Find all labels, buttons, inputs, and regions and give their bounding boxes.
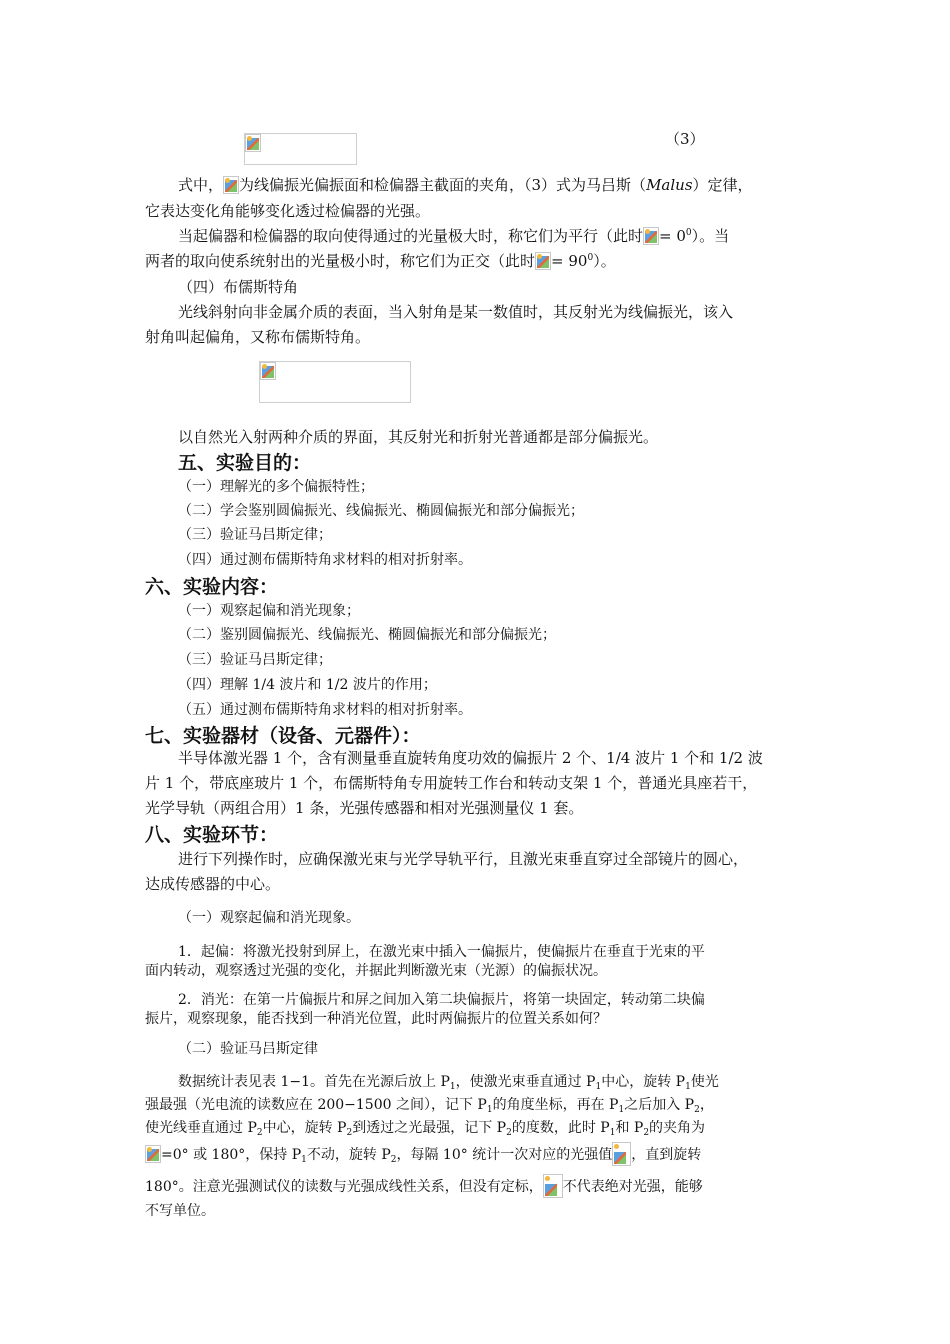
text: 使光	[690, 1074, 719, 1090]
steps-intro-line: 达成传感器的中心。	[145, 875, 281, 893]
item-polarize-line: 面内转动，观察透过光强的变化，并据此判断激光束（光源）的偏振状况。	[145, 963, 607, 979]
content-item: （一）观察起偏和消光现象；	[178, 603, 360, 619]
text: 式中，	[178, 176, 224, 194]
goal-item: （一）理解光的多个偏振特性；	[178, 479, 374, 495]
text: 两者的取向使系统射出的光量极小时，称它们为正交（此时	[145, 252, 536, 270]
text: 不动，旋转 P	[306, 1147, 391, 1163]
text: ，直到旋转	[631, 1147, 702, 1163]
item-extinction-line: 振片，观察现象，能否找到一种消光位置，此时两偏振片的位置关系如何？	[145, 1011, 607, 1027]
heading-experiment-steps: 八、实验环节：	[145, 824, 279, 846]
brewster-formula-image	[259, 361, 411, 403]
alpha-symbol-image	[643, 227, 659, 245]
subscript: 1	[486, 1105, 493, 1115]
text: ）。	[593, 252, 616, 270]
paragraph-malus-line2: 它表达变化角能够变化透过检偏器的光强。	[145, 202, 431, 220]
subscript: 1	[618, 1105, 625, 1115]
equipment-line: 片 1 个，带底座玻片 1 个，布儒斯特角专用旋转工作台和转动支架 1 个，普通光具座若干，	[145, 774, 758, 792]
goal-item: （四）通过测布儒斯特角求材料的相对折射率。	[178, 552, 472, 568]
paragraph-brewster-line2: 射角叫起偏角，又称布儒斯特角。	[145, 328, 371, 346]
text: 的度数，此时 P	[511, 1120, 610, 1136]
superscript: 0	[685, 228, 692, 238]
text: = 90	[551, 252, 588, 270]
equipment-line: 半导体激光器 1 个，含有测量垂直旋转角度功效的偏振片 2 个、1/4 波片 1 个和 1/2 波	[178, 749, 763, 767]
text: ）定律，	[692, 176, 753, 194]
paragraph-natural-light: 以自然光入射两种介质的界面，其反射光和折射光普通都是部分偏振光。	[178, 428, 659, 446]
subscript: 1	[595, 1082, 602, 1092]
heading-equipment: 七、实验器材（设备、元器件）：	[145, 725, 421, 747]
text: ，使激光束垂直通过 P	[455, 1074, 596, 1090]
subscript: 2	[506, 1128, 512, 1138]
broken-image-icon	[260, 362, 276, 380]
malus-procedure-line6: 不写单位。	[145, 1203, 215, 1219]
section-brewster-title: （四）布儒斯特角	[178, 278, 299, 296]
paragraph-parallel-line2	[145, 250, 616, 272]
text: ，	[699, 1097, 714, 1113]
alpha-symbol-image	[223, 176, 239, 194]
formula-3-image	[244, 133, 357, 165]
content-item: （二）鉴别圆偏振光、线偏振光、椭圆偏振光和部分偏振光；	[178, 627, 556, 643]
text: 中心，旋转 P	[601, 1074, 686, 1090]
intensity-symbol-image	[612, 1142, 631, 1166]
content-item: （四）理解 1/4 波片和 1/2 波片的作用；	[178, 677, 437, 693]
malus-procedure-line5	[145, 1174, 703, 1198]
item-extinction-line: 2．消光：在第一片偏振片和屏之间加入第二块偏振片，将第一块固定，转动第二块偏	[178, 992, 705, 1008]
broken-image-icon	[245, 134, 261, 152]
subscript: 2	[346, 1128, 353, 1138]
steps-intro-line: 进行下列操作时，应确保激光束与光学导轨平行，且激光束垂直穿过全部镜片的圆心，	[178, 850, 749, 868]
text: 的角度坐标，再在 P	[492, 1097, 619, 1113]
subscript: 2	[390, 1155, 397, 1165]
superscript: 0	[587, 253, 594, 263]
malus-name: Malus	[646, 176, 693, 194]
subscript: 1	[685, 1082, 691, 1092]
text: =0° 或 180°，保持 P	[161, 1147, 302, 1163]
content-item: （五）通过测布儒斯特角求材料的相对折射率。	[178, 702, 472, 718]
subscript: 2	[694, 1105, 700, 1115]
text: 中心，旋转 P	[262, 1120, 347, 1136]
text: 到透过之光最强，记下 P	[352, 1120, 507, 1136]
alpha-symbol-image	[535, 252, 551, 270]
subscript: 2	[256, 1128, 263, 1138]
subscript: 2	[643, 1128, 650, 1138]
intensity-symbol-image	[543, 1174, 563, 1198]
subscript: 1	[301, 1155, 307, 1165]
equation-number: （3）	[665, 130, 705, 148]
content-item: （三）验证马吕斯定律；	[178, 652, 332, 668]
subsection-polarization: （一）观察起偏和消光现象。	[178, 910, 360, 926]
goal-item: （三）验证马吕斯定律；	[178, 527, 332, 543]
malus-procedure-line4	[145, 1142, 701, 1166]
heading-experiment-contents: 六、实验内容：	[145, 576, 279, 598]
malus-procedure-line1	[178, 1071, 719, 1093]
text: ）。当	[691, 227, 730, 245]
malus-procedure-line3	[145, 1117, 705, 1139]
text: 的夹角为	[649, 1120, 706, 1136]
equipment-line: 光学导轨（两组合用）1 条，光强传感器和相对光强测量仪 1 套。	[145, 799, 584, 817]
alpha-symbol-image	[145, 1145, 161, 1163]
text: 180°。注意光强测试仪的读数与光强成线性关系，但没有定标，	[145, 1179, 543, 1195]
paragraph-brewster-line1: 光线斜射向非金属介质的表面，当入射角是某一数值时，其反射光为线偏振光，该入	[178, 303, 734, 321]
paragraph-malus-line1	[178, 174, 753, 196]
goal-item: （二）学会鉴别圆偏振光、线偏振光、椭圆偏振光和部分偏振光；	[178, 503, 584, 519]
subsection-malus: （二）验证马吕斯定律	[178, 1041, 318, 1057]
malus-procedure-line2	[145, 1094, 714, 1116]
text: 为线偏振光偏振面和检偏器主截面的夹角，（3）式为马吕斯（	[239, 176, 647, 194]
paragraph-parallel-line1	[178, 225, 729, 247]
text: = 0	[659, 227, 686, 245]
subscript: 1	[609, 1128, 616, 1138]
text: 强最强（光电流的读数应在 200−1500 之间），记下 P	[145, 1097, 487, 1113]
text: 不代表绝对光强，能够	[562, 1179, 703, 1195]
text: 当起偏器和检偏器的取向使得通过的光量极大时，称它们为平行（此时	[178, 227, 644, 245]
text: 和 P	[615, 1120, 644, 1136]
text: ，每隔 10° 统计一次对应的光强值	[396, 1147, 613, 1163]
text: 之后加入 P	[624, 1097, 695, 1113]
item-polarize-line: 1．起偏：将激光投射到屏上，在激光束中插入一偏振片，使偏振片在垂直于光束的平	[178, 944, 705, 960]
subscript: 1	[449, 1082, 456, 1092]
text: 使光线垂直通过 P	[145, 1120, 257, 1136]
text: 数据统计表见表 1−1。首先在光源后放上 P	[178, 1074, 450, 1090]
heading-experiment-goals: 五、实验目的：	[178, 452, 312, 474]
